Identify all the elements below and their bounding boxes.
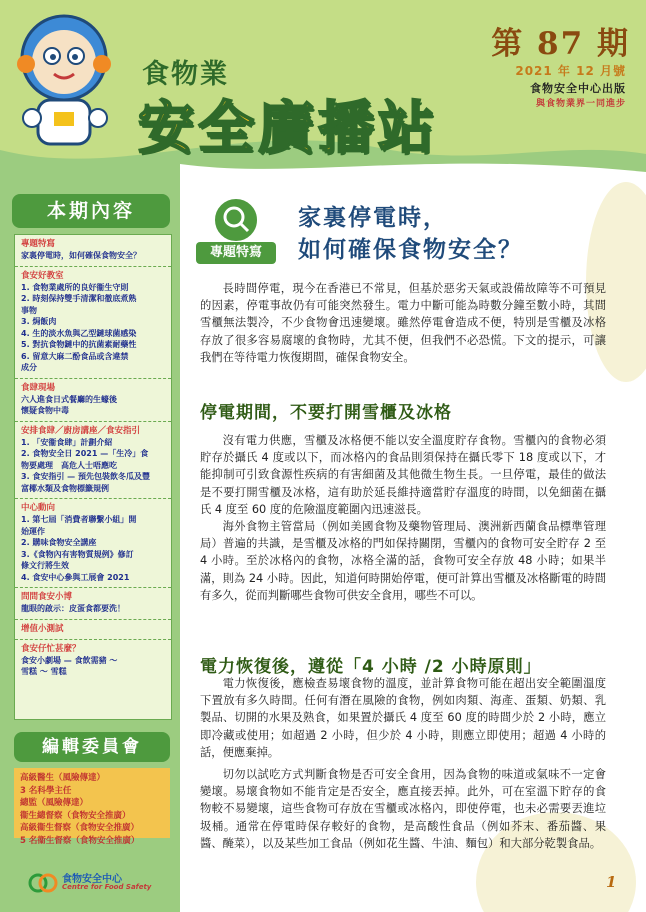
cfs-logo: [28, 866, 168, 906]
toc-item: 雪糕 ～ 雪糕: [21, 667, 67, 676]
toc-item: 3. 食安指引 — 預先包裝飲冬瓜及豐: [21, 472, 150, 481]
toc-item: 六人進食日式餐廳的生蠔後: [21, 394, 117, 404]
masthead: [0, 0, 646, 172]
toc-item: 6. 留意大麻二酚食品或含違禁: [21, 351, 129, 361]
toc-section: [15, 499, 171, 588]
toc-item: 5. 對抗食物鏈中的抗菌素耐藥性: [21, 340, 137, 349]
editorial-board: [14, 768, 170, 846]
body-paragraph: 電力恢復後，應檢查易壞食物的溫度，並計算食物可能在超出安全範圍溫度下置放有多久時間。任何有潛在風險的食物，例如肉類、海產、蛋類、奶類、乳製品、切開的水果及熟食，如果置於攝氏 4 度至 60 度的時間少於 2 小時，應立即冷藏或使用；如超過 2 小時，但少於 4 小時，則應立即使用；超過 4 小時的話，便應棄掉。: [200, 677, 606, 759]
body-paragraph: 切勿以試吃方式判斷食物是否可安全食用，因為食物的味道或氣味不一定會變壞。易壞食物如不能肯定是否安全，應直接丟掉。此外，可在室溫下貯存的食物較不易變壞，這些食物可存放在雪櫃或冰格內，即使停電，也未必需要丟進垃圾桶。通常在停電時保存較好的食物，是高酸性食品（例如芥末、番茄醬、果醬、醃菜），以及某些加工食品（例如花生醬、牛油、麵包）和大部分乾製食品。: [200, 768, 606, 850]
toc-item: 1. 食物業處所的良好衞生守則: [21, 282, 129, 292]
toc-item: 2. 時刻保持雙手清潔和徹底煮熟: [21, 294, 137, 303]
editorial-member: 衞生總督察（食物安全推廣）: [20, 810, 131, 821]
article-title: [298, 202, 523, 266]
toc-item: 4. 食安中心參與工展會 2021: [21, 572, 130, 582]
search-icon: [212, 196, 260, 244]
cfs-name-en: Centre for Food Safety: [62, 883, 152, 891]
toc-item: 食安小劇場 — 食飲需豬 ～: [21, 655, 118, 665]
toc-category: 食肆現場: [21, 382, 56, 393]
intro-paragraph: 長時間停電，現今在香港已不常見，但基於惡劣天氣或設備故障等不可預見的因素，停電事故仍有可能突然發生。電力中斷可能為時數分鐘至數小時，其間雪櫃無法製冷，不少食物會迅速變壞。雖然停電會造成不便，特別是雪櫃及冰格存放了很多容易腐壞的食物時，尤其不便，但我們不必恐慌。下文的提示，可讓我們在等待電力恢復期間，確保食物安全。: [200, 282, 606, 364]
cfs-name: 食物安全中心: [62, 874, 122, 885]
toc-item: 事物: [21, 305, 37, 315]
toc-item: 物要處理 高危人士唔應吃: [21, 460, 117, 470]
toc-category: 中心動向: [21, 503, 56, 513]
toc-section: [15, 620, 171, 640]
toc-item: 始運作: [21, 526, 45, 536]
editorial-member: 5 名衞生督察（食物安全推廣）: [20, 835, 140, 846]
mascot-icon: [8, 6, 120, 156]
editorial-heading: 編輯委員會: [14, 732, 170, 762]
cfs-logo-icon: [28, 868, 58, 898]
toc-item: 龍眼的啟示：皮蛋食都要洗！: [21, 604, 125, 613]
toc-item: 1. 第七屆「消費者聯繫小組」開: [21, 515, 137, 524]
editorial-member: 高級衞生督察（食物安全推廣）: [20, 823, 140, 833]
toc-section: [15, 267, 171, 379]
issue-date: 2021 年 12 月號: [515, 64, 626, 78]
section-heading: 停電期間，不要打開雪櫃及冰格: [200, 403, 452, 423]
editorial-member: 總監（風險傳達）: [20, 798, 89, 808]
brand-title: 安全廣播站: [138, 96, 438, 161]
sidebar: [0, 172, 180, 912]
toc-item: 3. 焗飯肉: [21, 317, 57, 326]
toc-item: 成分: [21, 363, 37, 372]
slogan: 與食物業界一同進步: [535, 99, 626, 109]
toc-category: 食安仔忙甚麼？: [21, 643, 81, 654]
body-paragraph: 海外食物主管當局（例如美國食物及藥物管理局、澳洲新西蘭食品標準管理局）普遍的共識，是雪櫃及冰格的門如保持關閉，雪櫃內的食物可安全貯存 2 至 4 小時。至於冰格內的食物，冰格全滿的話，食物可安全存放 48 小時；如果半滿，則為 24 小時。因此，知道何時開始停電，便可計算出雪櫃及冰格斷電的時間有多久，從而判斷哪些食物可供安全食用，哪些不可以。: [200, 520, 606, 602]
issue-number: 第 87 期: [491, 26, 630, 62]
body-paragraph: 沒有電力供應，雪櫃及冰格便不能以安全溫度貯存食物。雪櫃內的食物必須貯存於攝氏 4 度或以下，而冰格內的食品則須保持在攝氏零下 18 度或以下，才能抑制可引致食源性疾病的有害細菌及其他微生物生長。一旦停電，最佳的做法是不要打開雪櫃及冰格，這有助於延長維持適當貯存溫度的時間，以免細菌在攝氏 4 度至 60 度的危險溫度範圍內迅速滋長。: [200, 434, 606, 516]
toc-item: 1. 「安衞食肆」計劃介紹: [21, 437, 113, 447]
toc-item: 富椰水類及食物標籤規例: [21, 483, 109, 493]
toc-item: 2. 購味食物安全講座: [21, 538, 97, 547]
brand-subtitle: 食物業: [142, 59, 229, 90]
feature-badge-label: 專題特寫: [196, 242, 276, 264]
table-of-contents: [14, 234, 172, 720]
toc-heading: 本期內容: [12, 194, 170, 228]
toc-category: 食安好教室: [21, 270, 64, 281]
editorial-member: 3 名科學主任: [20, 785, 72, 796]
toc-section: [15, 235, 171, 267]
toc-section: [15, 379, 171, 422]
toc-item: 4. 生的淡水魚與乙型鏈球菌感染: [21, 328, 137, 338]
feature-badge: [196, 196, 276, 266]
toc-item: 2. 食物安全日 2021 —「生冷」食: [21, 449, 149, 458]
toc-item: 條文行將生效: [21, 561, 69, 570]
toc-section: [15, 640, 171, 682]
publisher: 食物安全中心出版: [530, 82, 626, 95]
toc-category: 專題特寫: [21, 239, 56, 249]
toc-section: [15, 588, 171, 620]
editorial-member: 高級醫生（風險傳達）: [20, 773, 106, 783]
article-title-line: 家裏停電時，: [298, 205, 448, 231]
toc-section: [15, 422, 171, 500]
toc-item: 家裏停電時，如何確保食物安全？: [21, 251, 141, 260]
toc-category: 安排食肆／廚房講座／食安指引: [21, 425, 141, 436]
toc-item: 3.《食物內有害物質規例》修訂: [21, 549, 134, 559]
article-title-line: 如何確保食物安全？: [298, 237, 523, 263]
toc-item: 懷疑食物中毒: [21, 406, 69, 415]
toc-category: 問問食安小博: [21, 592, 73, 602]
toc-category: 增值小測試: [21, 623, 64, 634]
page-number: 1: [606, 873, 617, 891]
section-heading: 電力恢復後，遵從「4 小時 /2 小時原則」: [200, 657, 542, 677]
